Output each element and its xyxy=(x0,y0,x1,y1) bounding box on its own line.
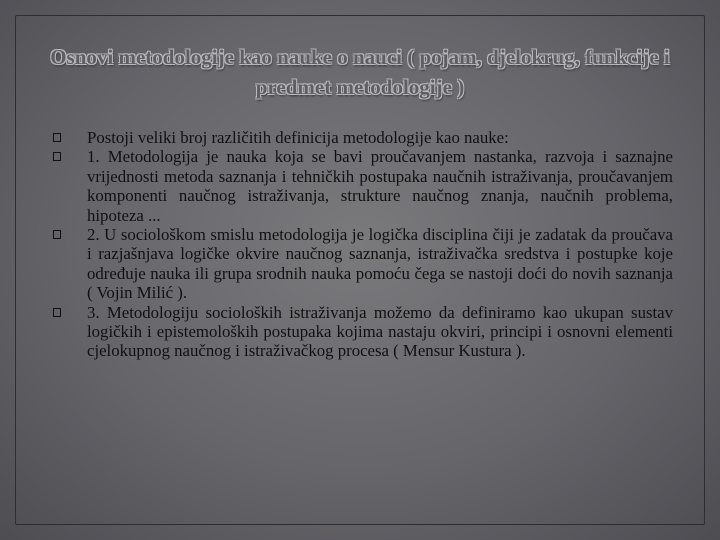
bullet-item xyxy=(53,225,673,303)
square-bullet-icon xyxy=(53,230,61,239)
bullet-text: 2. U sociološkom smislu metodologija je logička disciplina čiji je zadatak da proučava i razjašnjava logičke okvire naučnog saznanja, istraživačka sredstva i postupke koje određuje nauka ili grupa srodnih nauka pomoću čega se nastoji doći do novih saznanja ( Vojin Milić ). xyxy=(87,225,673,303)
bullet-item xyxy=(53,147,673,225)
square-bullet-icon xyxy=(53,152,61,161)
bullet-item xyxy=(53,303,673,361)
square-bullet-icon xyxy=(53,308,61,317)
square-bullet-icon xyxy=(53,133,61,142)
bullet-item xyxy=(53,128,673,147)
bullet-list xyxy=(53,128,673,361)
bullet-text: Postoji veliki broj različitih definicija metodologije kao nauke: xyxy=(87,128,509,147)
slide-title: Osnovi metodologije kao nauke o nauci ( pojam, djelokrug, funkcije i predmet metodologije ) xyxy=(50,45,670,99)
bullet-text: 3. Metodologiju socioloških istraživanja možemo da definiramo kao ukupan sustav logičkih i epistemoloških postupaka kojima nastaju okviri, principi i osnovni elementi cjelokupnog naučnog i istraživačkog procesa ( Mensur Kustura ). xyxy=(87,302,673,361)
bullet-text: 1. Metodologija je nauka koja se bavi proučavanjem nastanka, razvoja i saznajne vrijednosti metoda saznanja i tehničkih postupaka naučnih istraživanja, proučavanjem komponenti naučnog istraživanja, strukture naučnog znanja, naučnih problema, hipoteza ... xyxy=(87,147,673,225)
